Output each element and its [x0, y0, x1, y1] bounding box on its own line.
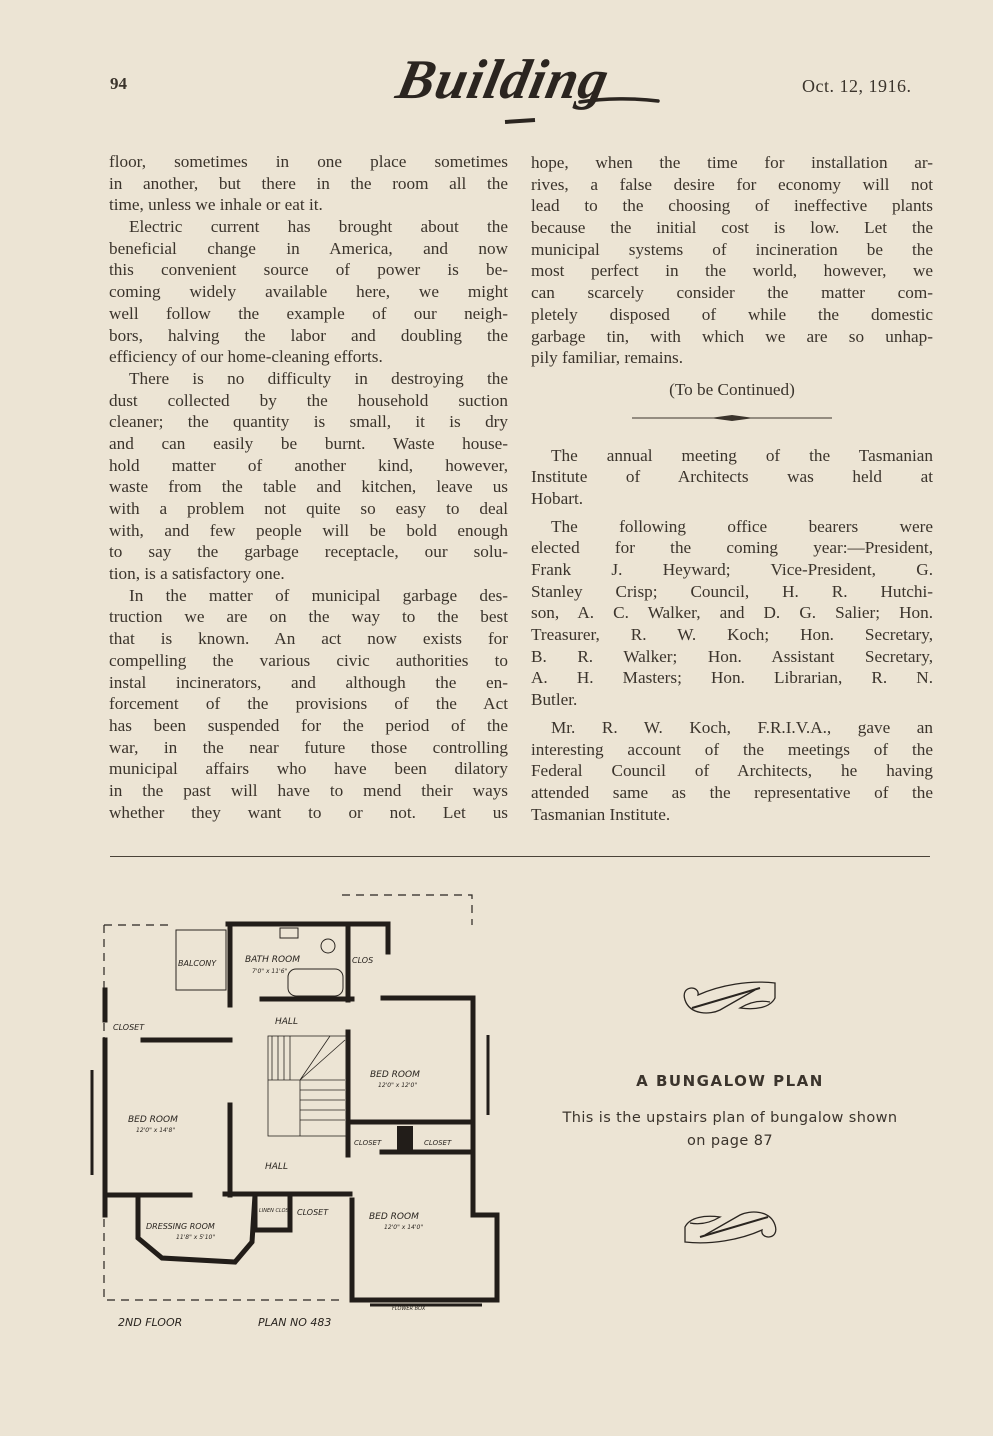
text-line: with, and few people will be bold enough [109, 520, 508, 540]
article-continuation [531, 152, 933, 369]
text-line: Frank J. Heyward; Vice-President, G. [531, 560, 933, 579]
text-line: well follow the example of our neigh- [109, 303, 508, 323]
label-floor: 2ND FLOOR [118, 1316, 183, 1329]
text-line: B. R. Walker; Hon. Assistant Secretary, [531, 646, 933, 666]
text-line: whether they want to or not. Let us [109, 802, 508, 822]
text-line: that is known. An act now exists for [109, 629, 508, 649]
text-line: hope, when the time for installation ar- [531, 153, 933, 172]
paragraph-office-bearers [531, 516, 933, 711]
caption-line-1: This is the upstairs plan of bungalow shown [562, 1110, 898, 1126]
label-bed-room-right: BED ROOM [370, 1070, 420, 1080]
paragraph-annual-meeting [531, 445, 933, 510]
label-dressing-room-size: 11'8" x 5'10" [176, 1234, 216, 1241]
text-line: The annual meeting of the Tasmanian [551, 445, 933, 465]
text-line: pily familiar, remains. [531, 348, 684, 368]
text-line: Tasmanian Institute. [531, 804, 671, 824]
issue-date: Oct. 12, 1916. [802, 76, 912, 96]
text-line: pletely disposed of while the domestic [531, 304, 933, 324]
text-line: Hobart. [531, 488, 584, 508]
text-line: cleaner; the quantity is small, it is dry [109, 412, 508, 432]
text-line: floor, sometimes in one place sometimes [109, 152, 508, 171]
label-hall-lower: HALL [265, 1162, 288, 1172]
text-line: beneficial change in America, and now [109, 238, 508, 258]
text-line: has been suspended for the period of the [109, 715, 508, 735]
text-line: Federal Council of Architects, he having [531, 761, 933, 781]
horizontal-rule [110, 856, 930, 857]
label-bed-room-left: BED ROOM [128, 1115, 178, 1125]
text-line: compelling the various civic authorities to [109, 650, 508, 670]
label-bath-room: BATH ROOM [245, 955, 300, 965]
text-line: coming widely available here, we might [109, 282, 508, 302]
text-line: tion, is a satisfactory one. [109, 564, 285, 584]
left-column-text [109, 151, 508, 823]
label-plan-number: PLAN NO 483 [258, 1316, 332, 1329]
label-bed-room-right-size: 12'0" x 12'0" [378, 1082, 418, 1089]
text-line: Treasurer, R. W. Koch; Hon. Secretary, [531, 625, 933, 645]
label-closet-lower: CLOSET [297, 1208, 329, 1217]
label-bed-room-lower-size: 12'0" x 14'0" [384, 1224, 424, 1231]
label-bath-room-size: 7'0" x 11'6" [252, 968, 288, 975]
label-closet-mid-right: CLOSET [424, 1139, 452, 1147]
text-line: this convenient source of power is be- [109, 260, 508, 280]
text-line: in another, but there in the room all the [109, 173, 508, 193]
text-line: There is no difficulty in destroying the [129, 368, 508, 388]
text-line: Electric current has brought about the [129, 217, 508, 237]
label-closet-mid-left: CLOSET [354, 1139, 382, 1147]
paragraph-koch-report [531, 717, 933, 825]
text-line: most perfect in the world, however, we [531, 261, 933, 281]
text-line: bors, halving the labor and doubling the [109, 325, 508, 345]
masthead-title: Building [391, 49, 615, 111]
text-line: time, unless we inhale or eat it. [109, 195, 323, 215]
masthead-swash-icon [380, 40, 665, 130]
text-line: interesting account of the meetings of the [531, 739, 933, 759]
text-line: municipal systems of incineration be the [531, 239, 933, 259]
text-line: A. H. Masters; Hon. Librarian, R. N. [531, 668, 933, 688]
text-line: hold matter of another kind, however, [109, 455, 508, 475]
text-line: garbage tin, with which we are so unhap- [531, 326, 933, 346]
text-line: with a problem not quite so easy to deal [109, 499, 508, 518]
building-masthead-logo [380, 40, 665, 130]
label-closet-left: CLOSET [113, 1023, 145, 1032]
text-line: Mr. R. W. Koch, F.R.I.V.A., gave an [551, 717, 933, 737]
text-line: in the past will have to mend their ways [109, 780, 508, 800]
label-balcony: BALCONY [178, 959, 217, 968]
text-line: instal incinerators, and although the en- [109, 672, 508, 692]
text-line: attended same as the representative of the [531, 782, 933, 802]
bottom-ornament-icon [680, 1205, 780, 1245]
label-linen-clos: LINEN CLOS [259, 1208, 289, 1214]
label-flower-box: FLOWER BOX [392, 1306, 426, 1312]
text-line: war, in the near future those controlling [109, 737, 508, 757]
text-line: waste from the table and kitchen, leave us [109, 477, 508, 497]
label-dressing-room: DRESSING ROOM [146, 1222, 215, 1231]
label-clos: CLOS [352, 956, 374, 965]
text-line: can scarcely consider the matter com- [531, 283, 933, 303]
text-line: rives, a false desire for economy will not [531, 174, 933, 194]
text-line: because the initial cost is low. Let the [531, 218, 933, 238]
to-be-continued: (To be Continued) [669, 379, 795, 399]
text-line: The following office bearers were [551, 516, 933, 536]
top-ornament-icon [680, 980, 780, 1020]
floor-plan-drawing [90, 880, 510, 1340]
text-line: and can easily be burnt. Waste house- [109, 433, 508, 453]
text-line: truction we are on the way to the best [109, 607, 508, 627]
right-column-text [531, 152, 933, 825]
text-line: Stanley Crisp; Council, H. R. Hutchi- [531, 581, 933, 601]
text-line: Butler. [531, 690, 578, 710]
caption-title: A BUNGALOW PLAN [636, 1072, 824, 1090]
text-line: lead to the choosing of ineffective plants [531, 196, 933, 216]
text-line: Institute of Architects was held at [531, 467, 933, 487]
caption-text [527, 1107, 933, 1153]
page-number: 94 [110, 74, 127, 93]
text-line: In the matter of municipal garbage des- [129, 585, 508, 605]
label-hall-upper: HALL [275, 1017, 298, 1027]
text-line: municipal affairs who have been dilatory [109, 759, 508, 779]
text-line: elected for the coming year:—President, [531, 538, 933, 558]
caption-line-2: on page 87 [687, 1133, 773, 1149]
label-bed-room-left-size: 12'0" x 14'8" [136, 1127, 176, 1134]
text-line: son, A. C. Walker, and D. G. Salier; Hon. [531, 603, 933, 623]
section-divider-ornament [632, 413, 832, 423]
text-line: dust collected by the household suction [109, 390, 508, 410]
text-line: efficiency of our home-cleaning efforts. [109, 347, 383, 367]
text-line: to say the garbage receptacle, our solu- [109, 542, 508, 562]
text-line: forcement of the provisions of the Act [109, 694, 508, 714]
label-bed-room-lower: BED ROOM [369, 1212, 419, 1222]
